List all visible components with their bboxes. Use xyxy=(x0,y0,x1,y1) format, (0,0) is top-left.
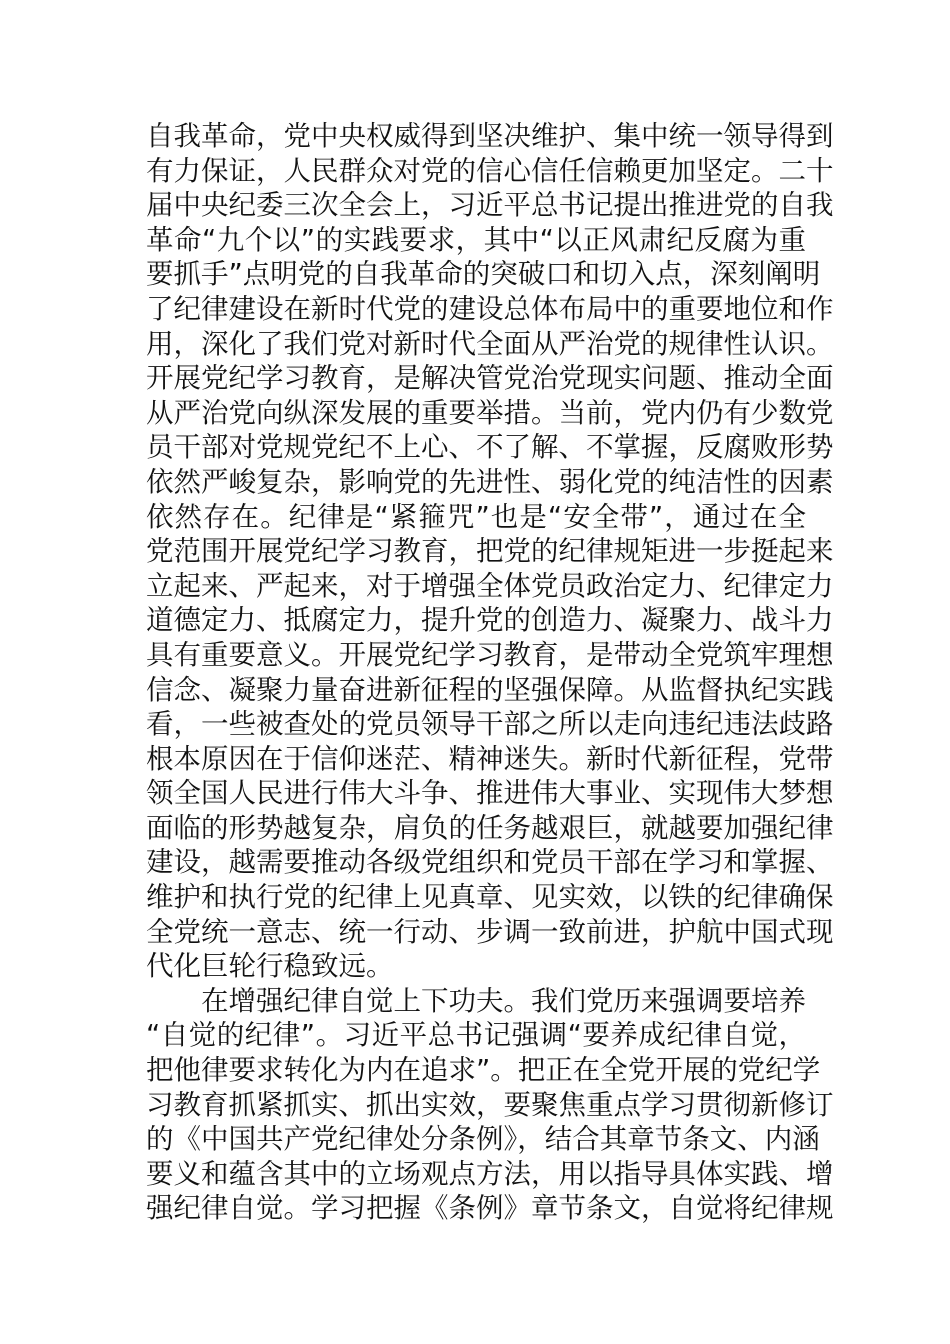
text-line: “自觉的纪律”。习近平总书记强调“要养成纪律自觉， xyxy=(146,1019,806,1052)
text-line: 道德定力、抵腐定力，提升党的创造力、凝聚力、战斗力 xyxy=(146,604,834,637)
text-line: 了纪律建设在新时代党的建设总体布局中的重要地位和作 xyxy=(146,292,834,325)
text-line: 根本原因在于信仰迷茫、精神迷失。新时代新征程，党带 xyxy=(146,742,834,775)
text-line: 习教育抓紧抓实、抓出实效，要聚焦重点学习贯彻新修订 xyxy=(146,1088,834,1121)
text-line: 具有重要意义。开展党纪学习教育，是带动全党筑牢理想 xyxy=(146,638,834,671)
text-line: 党范围开展党纪学习教育，把党的纪律规矩进一步挺起来 xyxy=(146,535,834,568)
text-line: 要义和蕴含其中的立场观点方法，用以指导具体实践、增 xyxy=(146,1157,834,1190)
text-line: 用，深化了我们党对新时代全面从严治党的规律性认识。 xyxy=(146,327,834,360)
text-line: 面临的形势越复杂，肩负的任务越艰巨，就越要加强纪律 xyxy=(146,811,834,844)
text-line: 依然严峻复杂，影响党的先进性、弱化党的纯洁性的因素 xyxy=(146,465,834,498)
text-line: 在增强纪律自觉上下功夫。我们党历来强调要培养 xyxy=(201,984,806,1017)
text-line: 开展党纪学习教育，是解决管党治党现实问题、推动全面 xyxy=(146,362,834,395)
body-text xyxy=(146,119,834,1226)
text-line: 强纪律自觉。学习把握《条例》章节条文，自觉将纪律规 xyxy=(146,1192,834,1225)
text-line: 有力保证，人民群众对党的信心信任信赖更加坚定。二十 xyxy=(146,154,834,187)
text-line: 依然存在。纪律是“紧箍咒”也是“安全带”，通过在全 xyxy=(146,500,806,533)
text-line: 代化巨轮行稳致远。 xyxy=(146,950,394,983)
text-line: 自我革命，党中央权威得到坚决维护、集中统一领导得到 xyxy=(146,120,834,152)
text-line: 届中央纪委三次全会上，习近平总书记提出推进党的自我 xyxy=(146,189,834,222)
text-line: 看，一些被查处的党员领导干部之所以走向违纪违法歧路 xyxy=(146,708,834,741)
text-line: 从严治党向纵深发展的重要举措。当前，党内仍有少数党 xyxy=(146,396,834,429)
text-line: 革命“九个以”的实践要求，其中“以正风肃纪反腐为重 xyxy=(146,223,806,256)
text-line: 员干部对党规党纪不上心、不了解、不掌握，反腐败形势 xyxy=(146,431,834,464)
text-line: 把他律要求转化为内在追求”。把正在全党开展的党纪学 xyxy=(146,1054,821,1087)
text-line: 领全国人民进行伟大斗争、推进伟大事业、实现伟大梦想 xyxy=(146,777,834,810)
text-line: 维护和执行党的纪律上见真章、见实效，以铁的纪律确保 xyxy=(146,881,834,914)
text-line: 要抓手”点明党的自我革命的突破口和切入点，深刻阐明 xyxy=(146,258,821,291)
text-line: 立起来、严起来，对于增强全体党员政治定力、纪律定力 xyxy=(146,569,834,602)
text-line: 的《中国共产党纪律处分条例》，结合其章节条文、内涵 xyxy=(146,1123,820,1156)
text-line: 全党统一意志、统一行动、步调一致前进，护航中国式现 xyxy=(146,915,834,948)
text-line: 建设，越需要推动各级党组织和党员干部在学习和掌握、 xyxy=(146,846,834,879)
text-line: 信念、凝聚力量奋进新征程的坚强保障。从监督执纪实践 xyxy=(146,673,834,706)
